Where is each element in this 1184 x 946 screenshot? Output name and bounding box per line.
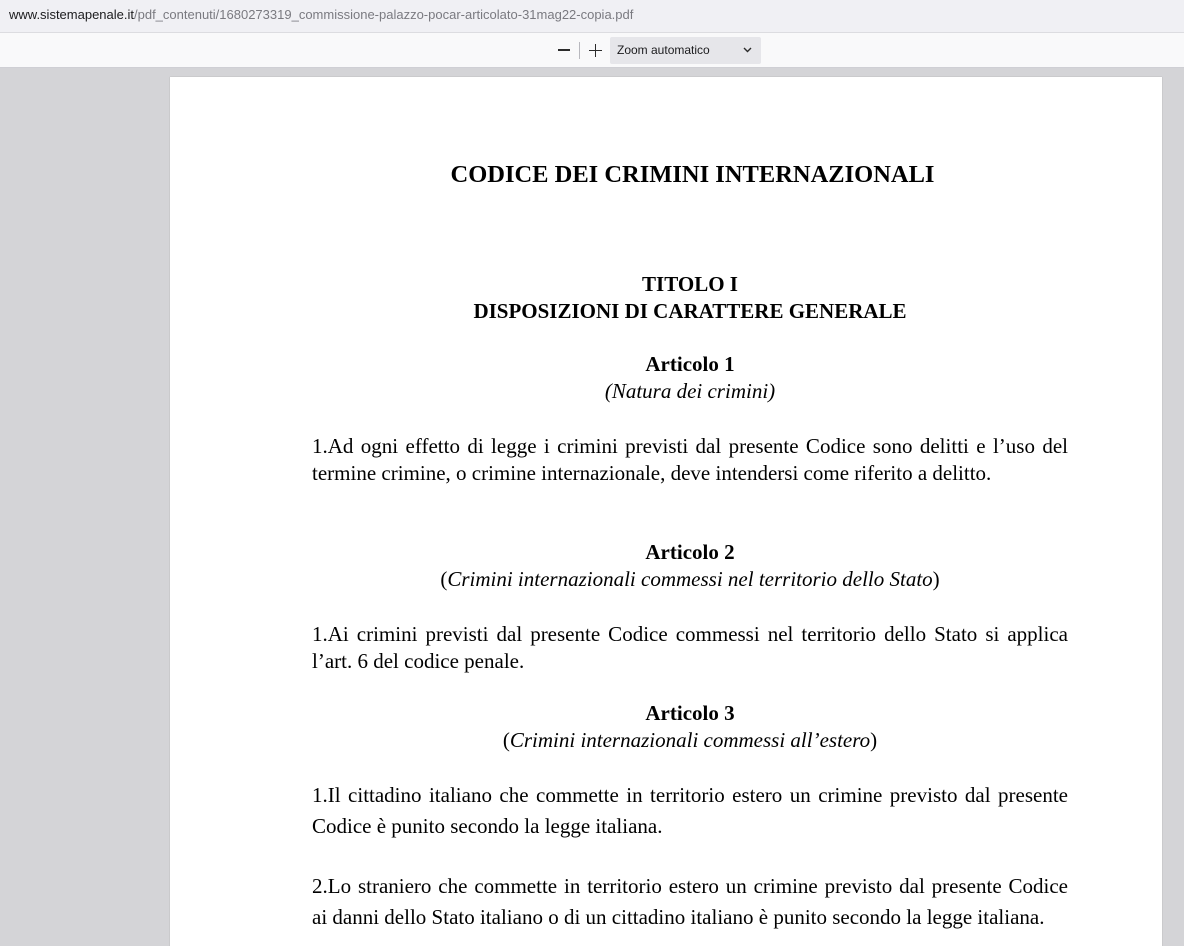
zoom-in-button[interactable] xyxy=(583,38,607,62)
pdf-toolbar xyxy=(0,33,1184,68)
article-2-heading: Articolo 2 xyxy=(645,540,735,564)
titolo-heading: TITOLO I xyxy=(642,272,738,296)
article-2-subtitle: (Crimini internazionali commessi nel territorio dello Stato) xyxy=(440,567,940,591)
article-1-heading: Articolo 1 xyxy=(645,352,735,376)
document-title: CODICE DEI CRIMINI INTERNAZIONALI xyxy=(450,161,935,188)
article-3-paragraph-1: 1.Il cittadino italiano che commette in territorio estero un crimine previsto dal presente Codice è punito secondo la legge italiana. xyxy=(312,783,1068,838)
chevron-down-icon xyxy=(743,45,752,54)
article-3-heading: Articolo 3 xyxy=(645,701,735,725)
zoom-select-value: Zoom automatico xyxy=(617,43,710,57)
url-path: /pdf_contenuti/1680273319_commissione-palazzo-pocar-articolato-31mag22-copia.pdf xyxy=(134,7,634,22)
plus-icon xyxy=(589,44,602,57)
url-text[interactable] xyxy=(9,7,633,22)
zoom-out-button[interactable] xyxy=(552,38,576,62)
pdf-viewer[interactable] xyxy=(0,68,1184,946)
minus-icon xyxy=(558,49,570,51)
article-1-paragraph-1: 1.Ad ogni effetto di legge i crimini previsti dal presente Codice sono delitti e l’uso del termine crimine, o crimine internazionale, deve intendersi come riferito a delitto. xyxy=(312,434,1068,485)
article-2-paragraph-1: 1.Ai crimini previsti dal presente Codice commessi nel territorio dello Stato si applica l’art. 6 del codice penale. xyxy=(312,622,1068,673)
toolbar-divider xyxy=(579,42,580,59)
titolo-name: DISPOSIZIONI DI CARATTERE GENERALE xyxy=(473,299,907,323)
article-3-subtitle: (Crimini internazionali commessi all’estero) xyxy=(502,728,878,752)
address-bar[interactable] xyxy=(0,0,1184,33)
article-3-paragraph-2: 2.Lo straniero che commette in territorio estero un crimine previsto dal presente Codice ai danni dello Stato italiano o di un cittadino italiano è punito secondo la legge italiana. xyxy=(312,874,1068,929)
zoom-select[interactable] xyxy=(610,37,761,64)
pdf-page xyxy=(170,77,1162,946)
url-host: www.sistemapenale.it xyxy=(9,7,134,22)
article-1-subtitle: (Natura dei crimini) xyxy=(604,379,776,403)
